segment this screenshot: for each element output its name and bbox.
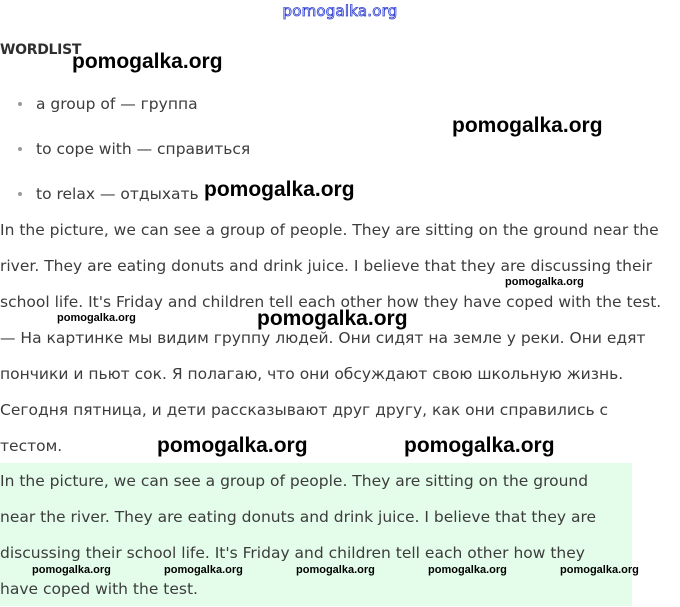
wordlist-item <box>0 131 250 176</box>
watermark: pomogalka.org <box>404 434 555 457</box>
watermark: pomogalka.org <box>164 564 243 576</box>
watermark: pomogalka.org <box>560 564 639 576</box>
watermark: pomogalka.org <box>505 276 584 288</box>
watermark: pomogalka.org <box>157 434 308 457</box>
wordlist-title: WORDLIST <box>0 42 82 58</box>
bullet-icon <box>18 147 22 151</box>
bullet-icon <box>18 192 22 196</box>
watermark: pomogalka.org <box>32 564 111 576</box>
watermark: pomogalka.org <box>452 114 603 137</box>
watermark: pomogalka.org <box>296 564 375 576</box>
wordlist-item <box>0 86 250 131</box>
site-logo[interactable]: pomogalka.org <box>282 2 398 20</box>
watermark: pomogalka.org <box>72 50 223 73</box>
watermark: pomogalka.org <box>57 312 136 324</box>
watermark: pomogalka.org <box>257 307 408 330</box>
wordlist-item-text: to relax — отдыхать <box>36 185 199 203</box>
watermark: pomogalka.org <box>204 178 355 201</box>
watermark: pomogalka.org <box>428 564 507 576</box>
bullet-icon <box>18 102 22 106</box>
wordlist-item-text: to cope with — справиться <box>36 140 251 158</box>
answer-text: In the picture, we can see a group of people. They are sitting on the ground near the river. They are eating donuts and drink juice. I believe that they are discussing their school life. It's Friday and children tell each other how they have coped with the test. <box>0 472 597 598</box>
text-with-translation: In the picture, we can see a group of people. They are sitting on the ground near the river. They are eating donuts and drink juice. I believe that they are discussing their school life. It's Friday and children tell each other how they have coped with the test. — На картинке мы видим группу людей. Они сидят на земле у реки. Они едят пончики и пьют сок. Я полагаю, что они обсуждают свою школьную жизнь. Сегодня пятница, и дети рассказывают друг другу, как они справились с тестом. <box>0 221 662 455</box>
wordlist-item-text: a group of — группа <box>36 95 198 113</box>
